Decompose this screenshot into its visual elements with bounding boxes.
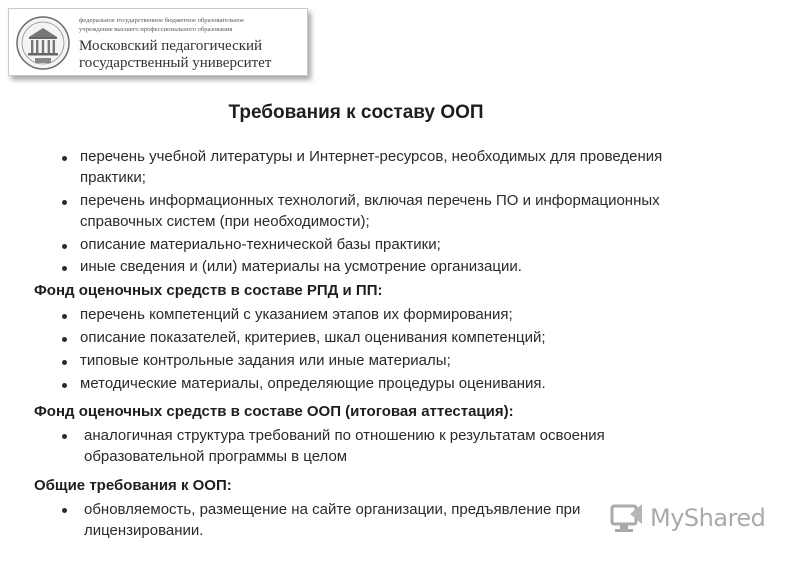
section-heading-general: Общие требования к ООП:	[34, 477, 232, 494]
bullet-icon	[62, 244, 67, 249]
list-item: типовые контрольные задания или иные материалы;	[80, 352, 451, 369]
myshared-logo-icon	[608, 500, 648, 534]
org-type-text: федеральное государственное бюджетное образовательное учреждение высшего профессионального образования	[79, 17, 245, 33]
list-item: перечень учебной литературы и Интернет-ресурсов, необходимых для проведения практики;	[80, 148, 663, 186]
bullet-icon	[62, 383, 67, 388]
list-item: описание материально-технической базы практики;	[80, 236, 441, 253]
myshared-watermark	[608, 500, 768, 534]
section-heading-rpd: Фонд оценочных средств в составе РПД и ПП:	[34, 282, 383, 299]
university-banner	[8, 8, 308, 76]
bullet-icon	[62, 266, 67, 271]
list-item: обновляемость, размещение на сайте организации, предъявление при лицензировании.	[84, 501, 581, 539]
list-item: перечень информационных технологий, включая перечень ПО и информационных справочных систем (при необходимости);	[80, 192, 660, 230]
bullet-icon	[62, 200, 67, 205]
section-heading-oop-attestation: Фонд оценочных средств в составе ООП (итоговая аттестация):	[34, 403, 514, 420]
list-item: иные сведения и (или) материалы на усмотрение организации.	[80, 258, 522, 275]
watermark-text: MyShared	[650, 504, 766, 532]
university-name: Московский педагогический государственный университет	[79, 38, 272, 71]
bullet-icon	[62, 434, 67, 439]
bullet-icon	[62, 156, 67, 161]
bullet-icon	[62, 314, 67, 319]
bullet-icon	[62, 337, 67, 342]
list-item: перечень компетенций с указанием этапов их формирования;	[80, 306, 513, 323]
list-item: методические материалы, определяющие процедуры оценивания.	[80, 375, 546, 392]
slide-title: Требования к составу ООП	[228, 102, 484, 123]
list-item: аналогичная структура требований по отношению к результатам освоения образовательной программы в целом	[84, 427, 605, 465]
university-seal-icon	[15, 15, 71, 71]
bullet-icon	[62, 508, 67, 513]
bullet-icon	[62, 360, 67, 365]
list-item: описание показателей, критериев, шкал оценивания компетенций;	[80, 329, 546, 346]
